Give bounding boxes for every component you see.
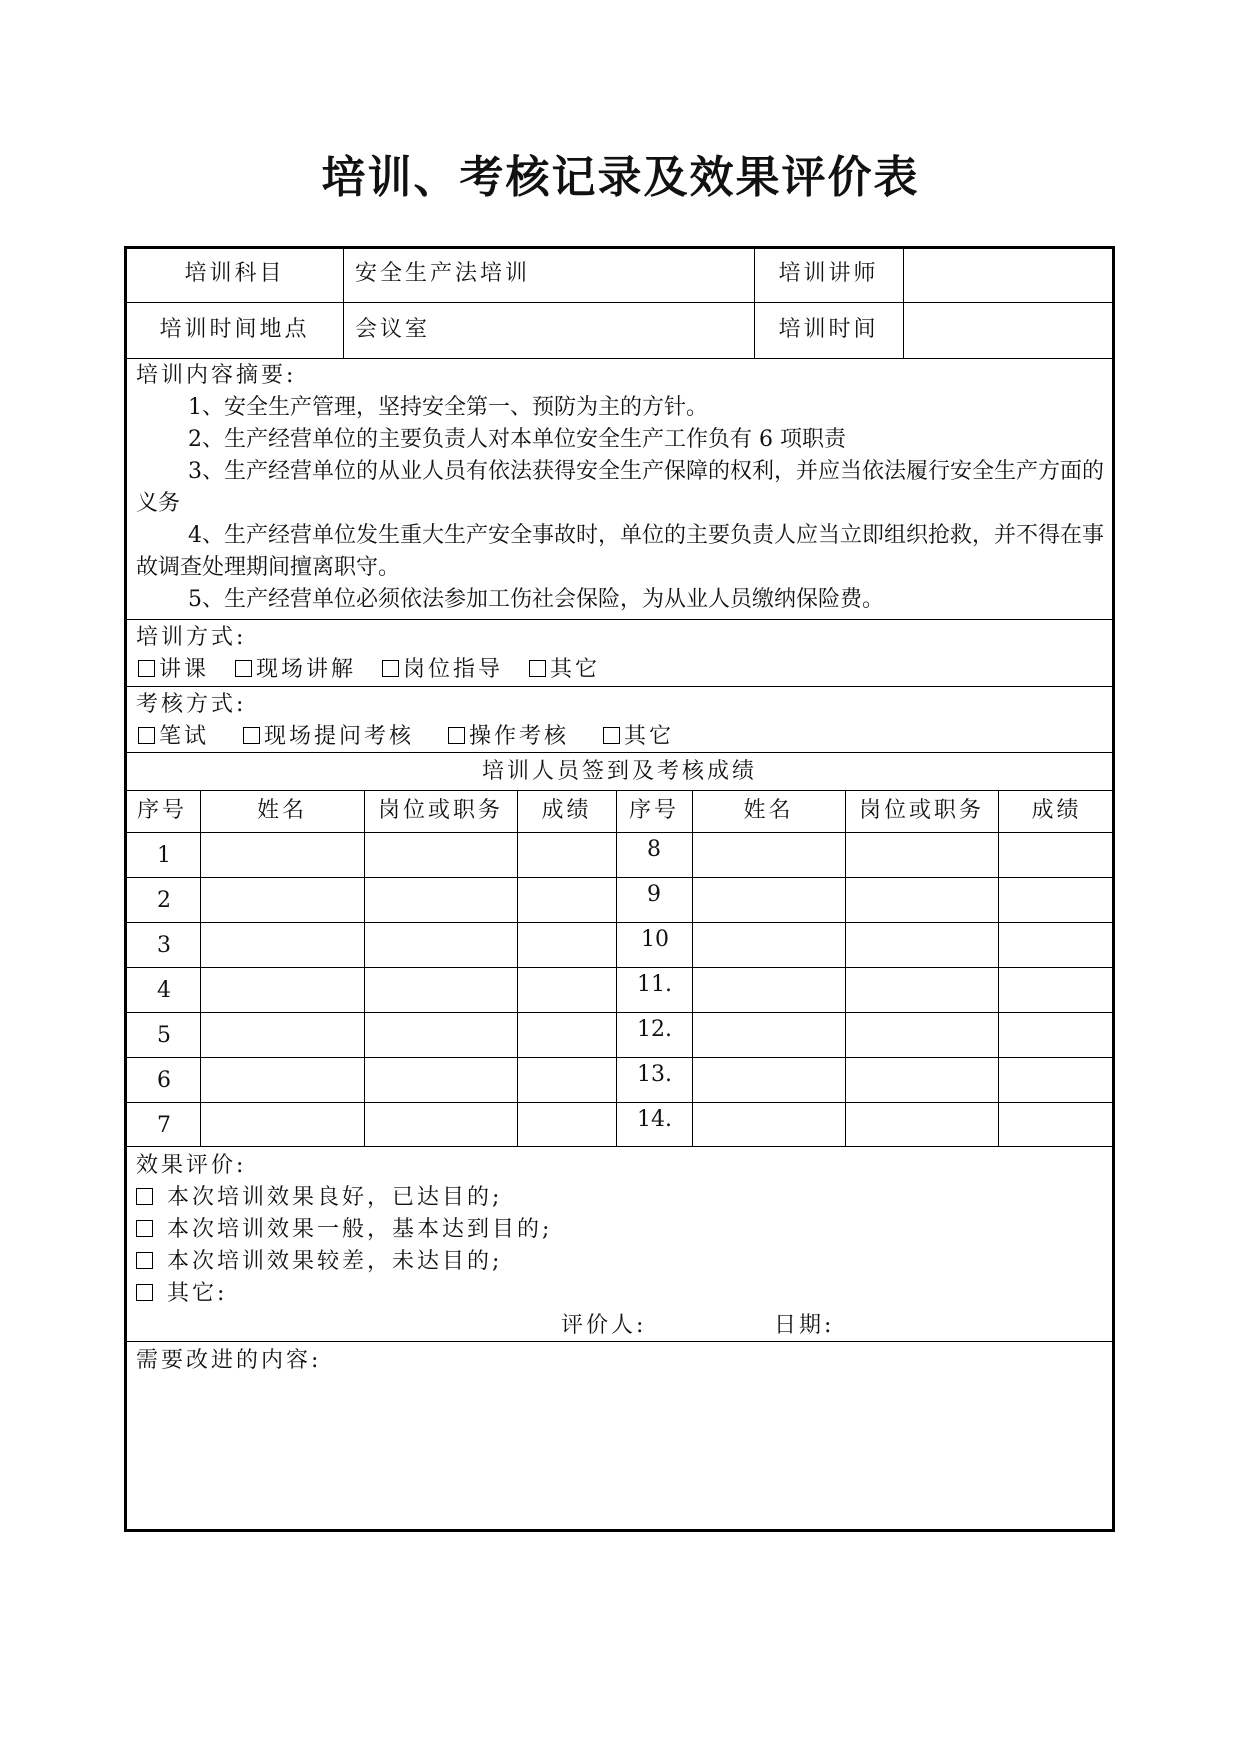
divider (692, 790, 693, 1146)
training-method-label: 培训方式: (136, 625, 247, 650)
header-name: 姓名 (743, 798, 794, 823)
row-number: 12. (637, 1017, 672, 1042)
date-label: 日期: (774, 1313, 835, 1338)
divider (903, 246, 904, 358)
divider (124, 922, 1115, 923)
checkbox-icon[interactable] (529, 660, 546, 677)
row-number: 14. (637, 1107, 672, 1132)
header-score: 成绩 (1031, 798, 1082, 823)
divider (616, 790, 617, 1146)
divider (124, 1102, 1115, 1103)
signin-title: 培训人员签到及考核成绩 (481, 759, 757, 784)
header-position: 岗位或职务 (858, 798, 984, 823)
content-item: 3、生产经营单位的从业人员有依法获得安全生产保障的权利，并应当依法履行安全生产方面的义务 (136, 459, 1105, 516)
place-value: 会议室 (355, 317, 431, 342)
row-number: 8 (647, 837, 661, 862)
option-onsite-questioning[interactable]: 现场提问考核 (243, 721, 414, 753)
evaluation-option-poor[interactable]: 本次培训效果较差，未达目的; (136, 1246, 502, 1278)
content-item: 1、安全生产管理，坚持安全第一、预防为主的方针。 (188, 395, 708, 420)
time-label: 培训时间 (778, 317, 879, 342)
divider (845, 790, 846, 1146)
checkbox-icon[interactable] (138, 727, 155, 744)
content-item: 5、生产经营单位必须依法参加工伤社会保险，为从业人员缴纳保险费。 (188, 587, 884, 612)
row-number: 2 (157, 888, 171, 913)
divider (124, 1057, 1115, 1058)
option-lecture[interactable]: 讲课 (138, 654, 209, 686)
divider (364, 790, 365, 1146)
checkbox-icon[interactable] (603, 727, 620, 744)
divider (124, 967, 1115, 968)
place-label: 培训时间地点 (159, 317, 310, 342)
option-operation[interactable]: 操作考核 (448, 721, 569, 753)
content-item: 2、生产经营单位的主要负责人对本单位安全生产工作负有 6 项职责 (188, 427, 846, 452)
checkbox-icon[interactable] (243, 727, 260, 744)
improvement-label: 需要改进的内容: (136, 1348, 322, 1373)
assessment-method-options (138, 721, 708, 753)
divider (124, 877, 1115, 878)
row-number: 1 (157, 843, 171, 868)
row-number: 13. (637, 1062, 672, 1087)
checkbox-icon[interactable] (138, 660, 155, 677)
training-method-options (138, 654, 626, 686)
divider (517, 790, 518, 1146)
checkbox-icon[interactable] (136, 1220, 153, 1237)
divider (124, 686, 1115, 687)
page-title: 培训、考核记录及效果评价表 (321, 152, 920, 203)
divider (124, 1146, 1115, 1147)
assessment-method-label: 考核方式: (136, 692, 247, 717)
divider (124, 1012, 1115, 1013)
row-number: 9 (647, 882, 661, 907)
option-onsite-explanation[interactable]: 现场讲解 (235, 654, 356, 686)
option-other[interactable]: 其它 (603, 721, 674, 753)
divider (124, 790, 1115, 791)
row-number: 4 (157, 978, 171, 1003)
checkbox-icon[interactable] (136, 1252, 153, 1269)
divider (200, 790, 201, 1146)
row-number: 6 (157, 1068, 171, 1093)
evaluation-option-other[interactable]: 其它: (136, 1278, 227, 1310)
header-name: 姓名 (256, 798, 307, 823)
divider (124, 302, 1115, 303)
divider (343, 246, 344, 358)
row-number: 10 (641, 927, 669, 952)
checkbox-icon[interactable] (382, 660, 399, 677)
divider (124, 358, 1115, 359)
checkbox-icon[interactable] (136, 1284, 153, 1301)
evaluation-option-average[interactable]: 本次培训效果一般，基本达到目的; (136, 1214, 552, 1246)
row-number: 7 (157, 1113, 171, 1138)
row-number: 3 (157, 933, 171, 958)
content-label: 培训内容摘要: (136, 363, 297, 388)
header-score: 成绩 (541, 798, 592, 823)
checkbox-icon[interactable] (136, 1188, 153, 1205)
checkbox-icon[interactable] (448, 727, 465, 744)
option-other[interactable]: 其它 (529, 654, 600, 686)
divider (124, 619, 1115, 620)
evaluation-label: 效果评价: (136, 1153, 247, 1178)
subject-value: 安全生产法培训 (355, 261, 531, 286)
header-position: 岗位或职务 (377, 798, 503, 823)
header-no: 序号 (136, 798, 187, 823)
divider (998, 790, 999, 1146)
lecturer-label: 培训讲师 (778, 261, 879, 286)
evaluator-label: 评价人: (561, 1313, 647, 1338)
header-no: 序号 (628, 798, 679, 823)
row-number: 11. (637, 972, 672, 997)
evaluation-option-good[interactable]: 本次培训效果良好，已达目的; (136, 1182, 502, 1214)
option-written[interactable]: 笔试 (138, 721, 209, 753)
subject-label: 培训科目 (184, 261, 285, 286)
option-post-guidance[interactable]: 岗位指导 (382, 654, 503, 686)
divider (124, 832, 1115, 833)
content-item: 4、生产经营单位发生重大生产安全事故时，单位的主要负责人应当立即组织抢救，并不得在事故调查处理期间擅离职守。 (136, 523, 1105, 580)
checkbox-icon[interactable] (235, 660, 252, 677)
row-number: 5 (157, 1023, 171, 1048)
